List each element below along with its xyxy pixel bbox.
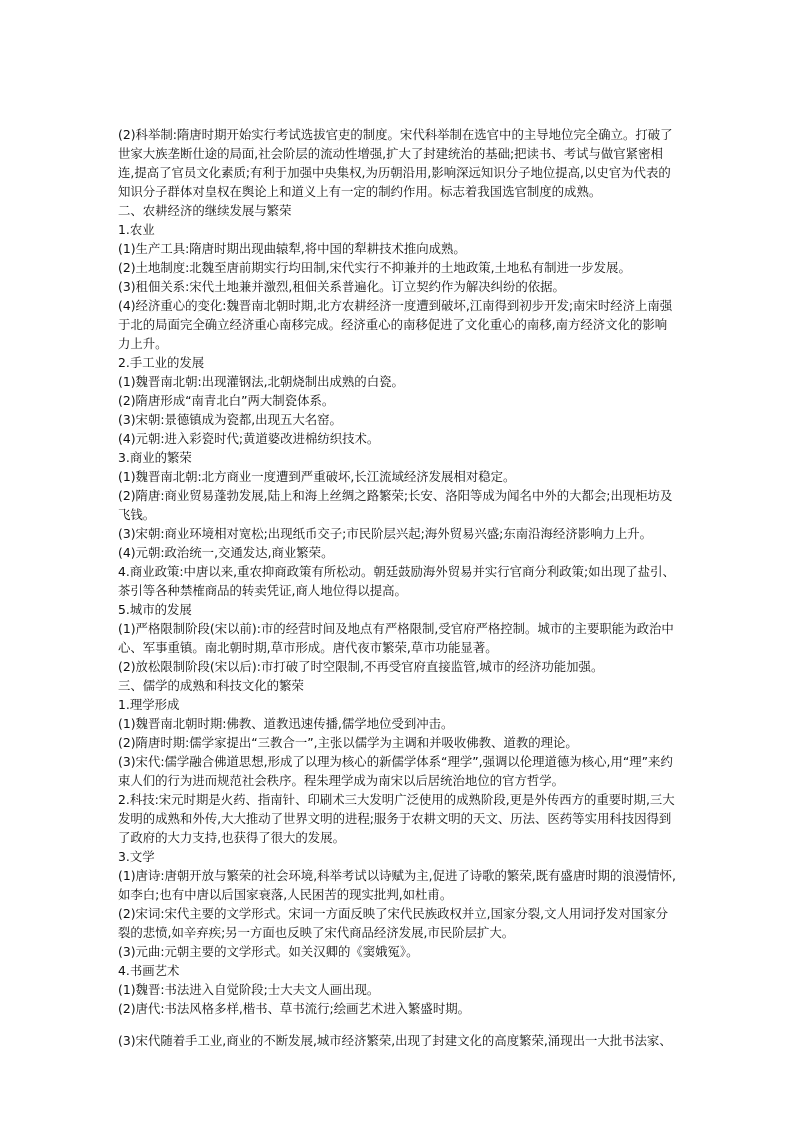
text-line: (4)元朝:政治统一,交通发达,商业繁荣。 [118, 545, 334, 560]
text-line: (2)放松限制阶段(宋以后):市打破了时空限制,不再受官府直接监管,城市的经济功能加强。 [118, 659, 604, 674]
text-line: (1)魏晋南北朝:北方商业一度遭到严重破坏,长江流域经济发展相对稳定。 [118, 469, 516, 484]
document-page [118, 125, 678, 1050]
paragraph-gap [118, 1018, 678, 1031]
text-line: (3)宋朝:商业环境相对宽松;出现纸币交子;市民阶层兴起;海外贸易兴盛;东南沿海经济影响力上升。 [118, 526, 653, 541]
text-line: (2)宋词:宋代主要的文学形式。宋词一方面反映了宋代民族政权并立,国家分裂,文人用词抒发对国家分裂的悲愤,如辛弃疾;另一方面也反映了宋代商品经济发展,市民阶层扩大。 [118, 906, 669, 940]
text-line: (3)宋代随着手工业,商业的不断发展,城市经济繁荣,出现了封建文化的高度繁荣,涌现出一大批书法家、 [118, 1033, 672, 1048]
text-line: (3)宋代:儒学融合佛道思想,形成了以理为核心的新儒学体系“理学”,强调以伦理道德为核心,用“理”来约束人们的行为进而规范社会秩序。程朱理学成为南宋以后居统治地位的官方哲学。 [118, 754, 673, 788]
text-line: (1)唐诗:唐朝开放与繁荣的社会环境,科举考试以诗赋为主,促进了诗歌的繁荣,既有盛唐时期的浪漫情怀,如李白;也有中唐以后国家衰落,人民困苦的现实批判,如杜甫。 [118, 868, 676, 902]
subsection-heading: 3.文学 [118, 849, 155, 864]
text-line: (2)隋唐时期:儒学家提出“三教合一”,主张以儒学为主调和并吸收佛教、道教的理论。 [118, 735, 578, 750]
text-line: (3)元曲:元朝主要的文学形式。如关汉卿的《窦娥冤》。 [118, 944, 419, 959]
text-line: 4.商业政策:中唐以来,重农抑商政策有所松动。朝廷鼓励海外贸易并实行官商分利政策;如出现了盐引、茶引等各种禁榷商品的转卖凭证,商人地位得以提高。 [118, 564, 675, 598]
text-line: (1)魏晋南北朝时期:佛教、道教迅速传播,儒学地位受到冲击。 [118, 716, 454, 731]
section-heading: 三、儒学的成熟和科技文化的繁荣 [118, 678, 304, 693]
text-line: (1)生产工具:隋唐时期出现曲辕犁,将中国的犁耕技术推向成熟。 [118, 241, 466, 256]
subsection-heading: 4.书画艺术 [118, 963, 180, 978]
text-line: (2)唐代:书法风格多样,楷书、草书流行;绘画艺术进入繁盛时期。 [118, 1001, 470, 1016]
section-heading: 二、农耕经济的继续发展与繁荣 [118, 203, 292, 218]
subsection-heading: 1.理学形成 [118, 697, 180, 712]
text-line: (2)科举制:隋唐时期开始实行考试选拔官吏的制度。宋代科举制在选官中的主导地位完全确立。打破了世家大族垄断仕途的局面,社会阶层的流动性增强,扩大了封建统治的基础;把读书、考试与做官紧密相连,提高了官员文化素质;有利于加强中央集权,为历朝沿用,影响深远知识分子地位提高,以史官为代表的知识分子群体对皇权在舆论上和道义上有一定的制约作用。标志着我国选官制度的成熟。 [118, 127, 673, 199]
text-line: (4)经济重心的变化:魏晋南北朝时期,北方农耕经济一度遭到破坏,江南得到初步开发;南宋时经济上南强于北的局面完全确立经济重心南移完成。经济重心的南移促进了文化重心的南移,南方经济文化的影响力上升。 [118, 298, 673, 351]
text-line: (4)元朝:进入彩瓷时代;黄道婆改进棉纺织技术。 [118, 431, 380, 446]
subsection-heading: 5.城市的发展 [118, 602, 192, 617]
text-line: (1)严格限制阶段(宋以前):市的经营时间及地点有严格限制,受官府严格控制。城市的主要职能为政治中心、军事重镇。南北朝时期,草市形成。唐代夜市繁荣,草市功能显著。 [118, 621, 674, 655]
text-line: (3)租佃关系:宋代土地兼并激烈,租佃关系普遍化。订立契约作为解决纠纷的依据。 [118, 279, 565, 294]
text-line: (1)魏晋南北朝:出现灌钢法,北朝烧制出成熟的白瓷。 [118, 374, 404, 389]
text-line: (2)隋唐形成“南青北白”两大制瓷体系。 [118, 393, 335, 408]
text-line: (1)魏晋:书法进入自觉阶段;士大夫文人画出现。 [118, 982, 380, 997]
subsection-heading: 2.手工业的发展 [118, 355, 205, 370]
subsection-heading: 3.商业的繁荣 [118, 450, 192, 465]
text-line: (2)隋唐:商业贸易蓬勃发展,陆上和海上丝绸之路繁荣;长安、洛阳等成为闻名中外的大都会;出现柜坊及飞钱。 [118, 488, 673, 522]
subsection-heading: 1.农业 [118, 222, 155, 237]
text-line: 2.科技:宋元时期是火药、指南针、印刷术三大发明广泛使用的成熟阶段,更是外传西方的重要时期,三大发明的成熟和外传,大大推动了世界文明的进程;服务于农耕文明的天文、历法、医药等实用科技因得到了政府的大力支持,也获得了很大的发展。 [118, 792, 675, 845]
text-line: (3)宋朝:景德镇成为瓷都,出现五大名窑。 [118, 412, 342, 427]
text-line: (2)土地制度:北魏至唐前期实行均田制,宋代实行不抑兼并的土地政策,土地私有制进一步发展。 [118, 260, 631, 275]
